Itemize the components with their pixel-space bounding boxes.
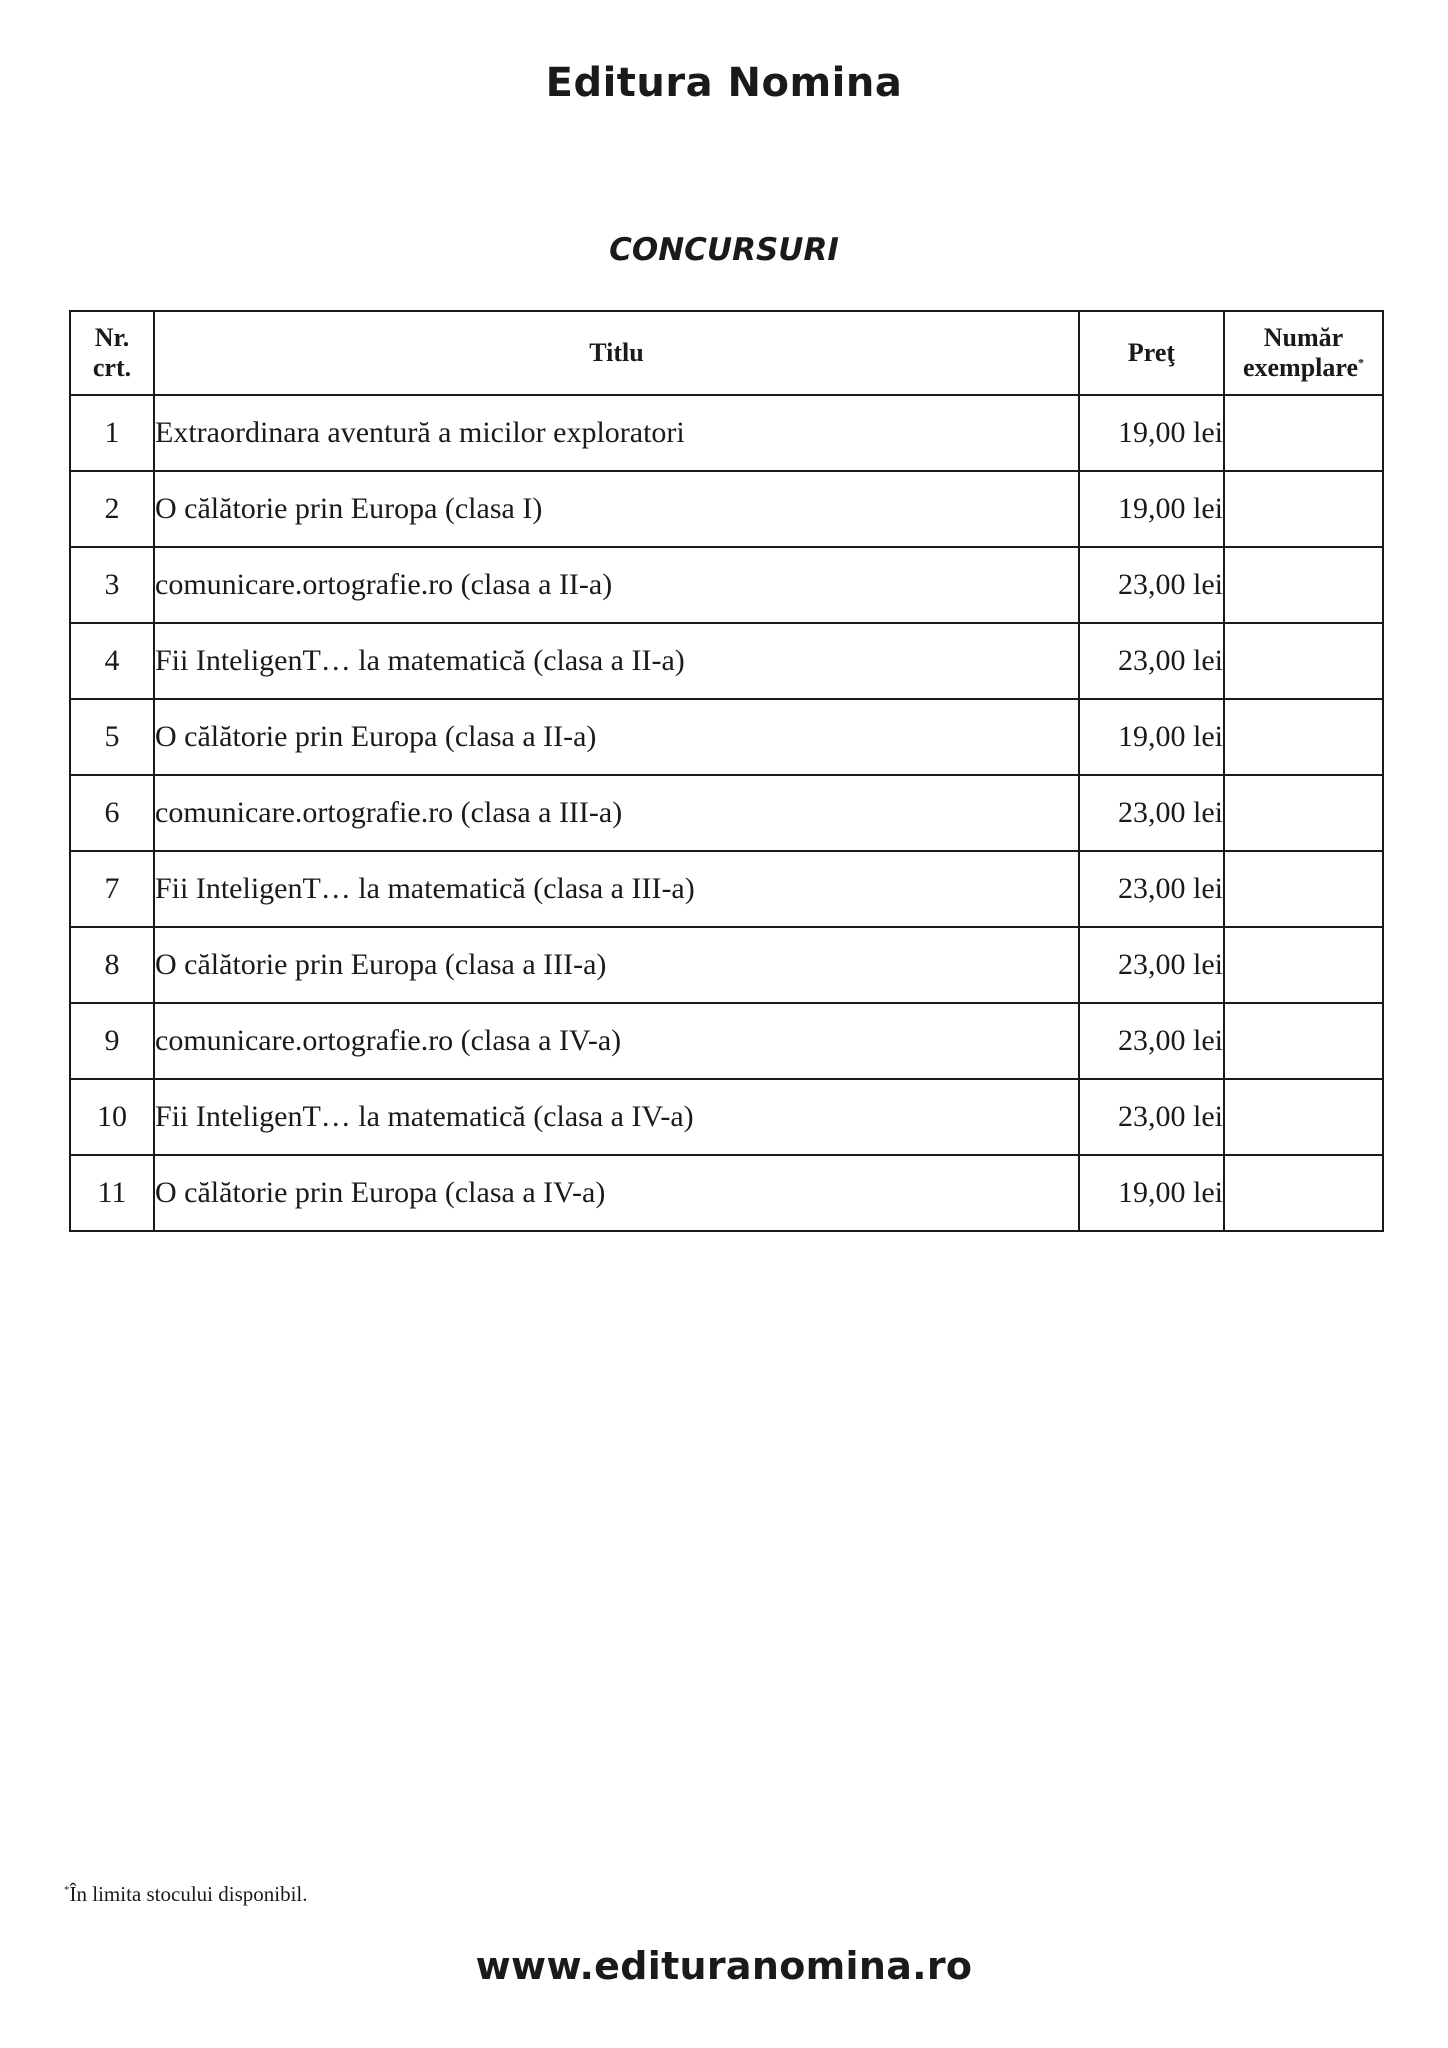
row-quantity-cell[interactable] xyxy=(1224,775,1383,851)
row-number: 7 xyxy=(70,851,154,927)
row-quantity-cell[interactable] xyxy=(1224,1003,1383,1079)
order-table xyxy=(69,310,1384,1232)
row-quantity-cell[interactable] xyxy=(1224,1155,1383,1231)
row-number: 8 xyxy=(70,927,154,1003)
row-quantity-cell[interactable] xyxy=(1224,623,1383,699)
row-price: 23,00 lei xyxy=(1079,623,1224,699)
row-title: comunicare.ortografie.ro (clasa a III-a) xyxy=(154,775,1079,851)
table-row xyxy=(70,851,1383,927)
column-header-nr-line2: crt. xyxy=(92,353,132,382)
row-number: 1 xyxy=(70,395,154,471)
footnote-marker: * xyxy=(1358,355,1365,370)
column-header-nr-line1: Nr. xyxy=(94,323,130,353)
row-price: 19,00 lei xyxy=(1079,471,1224,547)
footnote-mark: * xyxy=(64,1884,70,1896)
table-row xyxy=(70,1003,1383,1079)
table-row xyxy=(70,1079,1383,1155)
table-row xyxy=(70,775,1383,851)
row-quantity-cell[interactable] xyxy=(1224,1079,1383,1155)
column-header-title: Titlu xyxy=(154,311,1079,395)
table-row xyxy=(70,547,1383,623)
row-price: 19,00 lei xyxy=(1079,699,1224,775)
section-title: CONCURSURI xyxy=(609,232,839,268)
column-header-quantity-line2: exemplare xyxy=(1242,353,1359,382)
table-header-row xyxy=(70,311,1383,395)
row-title: O călătorie prin Europa (clasa a III-a) xyxy=(154,927,1079,1003)
row-title: O călătorie prin Europa (clasa a IV-a) xyxy=(154,1155,1079,1231)
table-row xyxy=(70,623,1383,699)
row-number: 4 xyxy=(70,623,154,699)
row-price: 19,00 lei xyxy=(1079,395,1224,471)
row-quantity-cell[interactable] xyxy=(1224,547,1383,623)
row-number: 5 xyxy=(70,699,154,775)
row-title: Extraordinara aventură a micilor exploratori xyxy=(154,395,1079,471)
publisher-title: Editura Nomina xyxy=(545,60,903,106)
row-number: 2 xyxy=(70,471,154,547)
row-title: Fii InteligenT… la matematică (clasa a II-a) xyxy=(154,623,1079,699)
table-row xyxy=(70,395,1383,471)
row-quantity-cell[interactable] xyxy=(1224,395,1383,471)
row-title: Fii InteligenT… la matematică (clasa a III-a) xyxy=(154,851,1079,927)
column-header-quantity xyxy=(1224,311,1383,395)
row-title: comunicare.ortografie.ro (clasa a IV-a) xyxy=(154,1003,1079,1079)
table-row xyxy=(70,1155,1383,1231)
column-header-price: Preţ xyxy=(1079,311,1224,395)
table-row xyxy=(70,927,1383,1003)
row-number: 10 xyxy=(70,1079,154,1155)
row-price: 23,00 lei xyxy=(1079,1003,1224,1079)
footnote xyxy=(64,1882,308,1907)
website-url: www.edituranomina.ro xyxy=(475,1944,973,1988)
row-price: 23,00 lei xyxy=(1079,775,1224,851)
row-price: 23,00 lei xyxy=(1079,1079,1224,1155)
footnote-text: În limita stocului disponibil. xyxy=(69,1882,308,1906)
row-price: 19,00 lei xyxy=(1079,1155,1224,1231)
row-number: 11 xyxy=(70,1155,154,1231)
row-number: 9 xyxy=(70,1003,154,1079)
row-price: 23,00 lei xyxy=(1079,547,1224,623)
table-row xyxy=(70,471,1383,547)
row-number: 3 xyxy=(70,547,154,623)
row-number: 6 xyxy=(70,775,154,851)
row-quantity-cell[interactable] xyxy=(1224,927,1383,1003)
row-price: 23,00 lei xyxy=(1079,927,1224,1003)
table-row xyxy=(70,699,1383,775)
row-title: Fii InteligenT… la matematică (clasa a IV-a) xyxy=(154,1079,1079,1155)
column-header-quantity-line1: Număr xyxy=(1263,323,1344,353)
row-price: 23,00 lei xyxy=(1079,851,1224,927)
column-header-nr xyxy=(70,311,154,395)
table-body xyxy=(70,395,1383,1231)
row-title: O călătorie prin Europa (clasa I) xyxy=(154,471,1079,547)
row-quantity-cell[interactable] xyxy=(1224,699,1383,775)
row-title: comunicare.ortografie.ro (clasa a II-a) xyxy=(154,547,1079,623)
row-quantity-cell[interactable] xyxy=(1224,471,1383,547)
row-title: O călătorie prin Europa (clasa a II-a) xyxy=(154,699,1079,775)
row-quantity-cell[interactable] xyxy=(1224,851,1383,927)
